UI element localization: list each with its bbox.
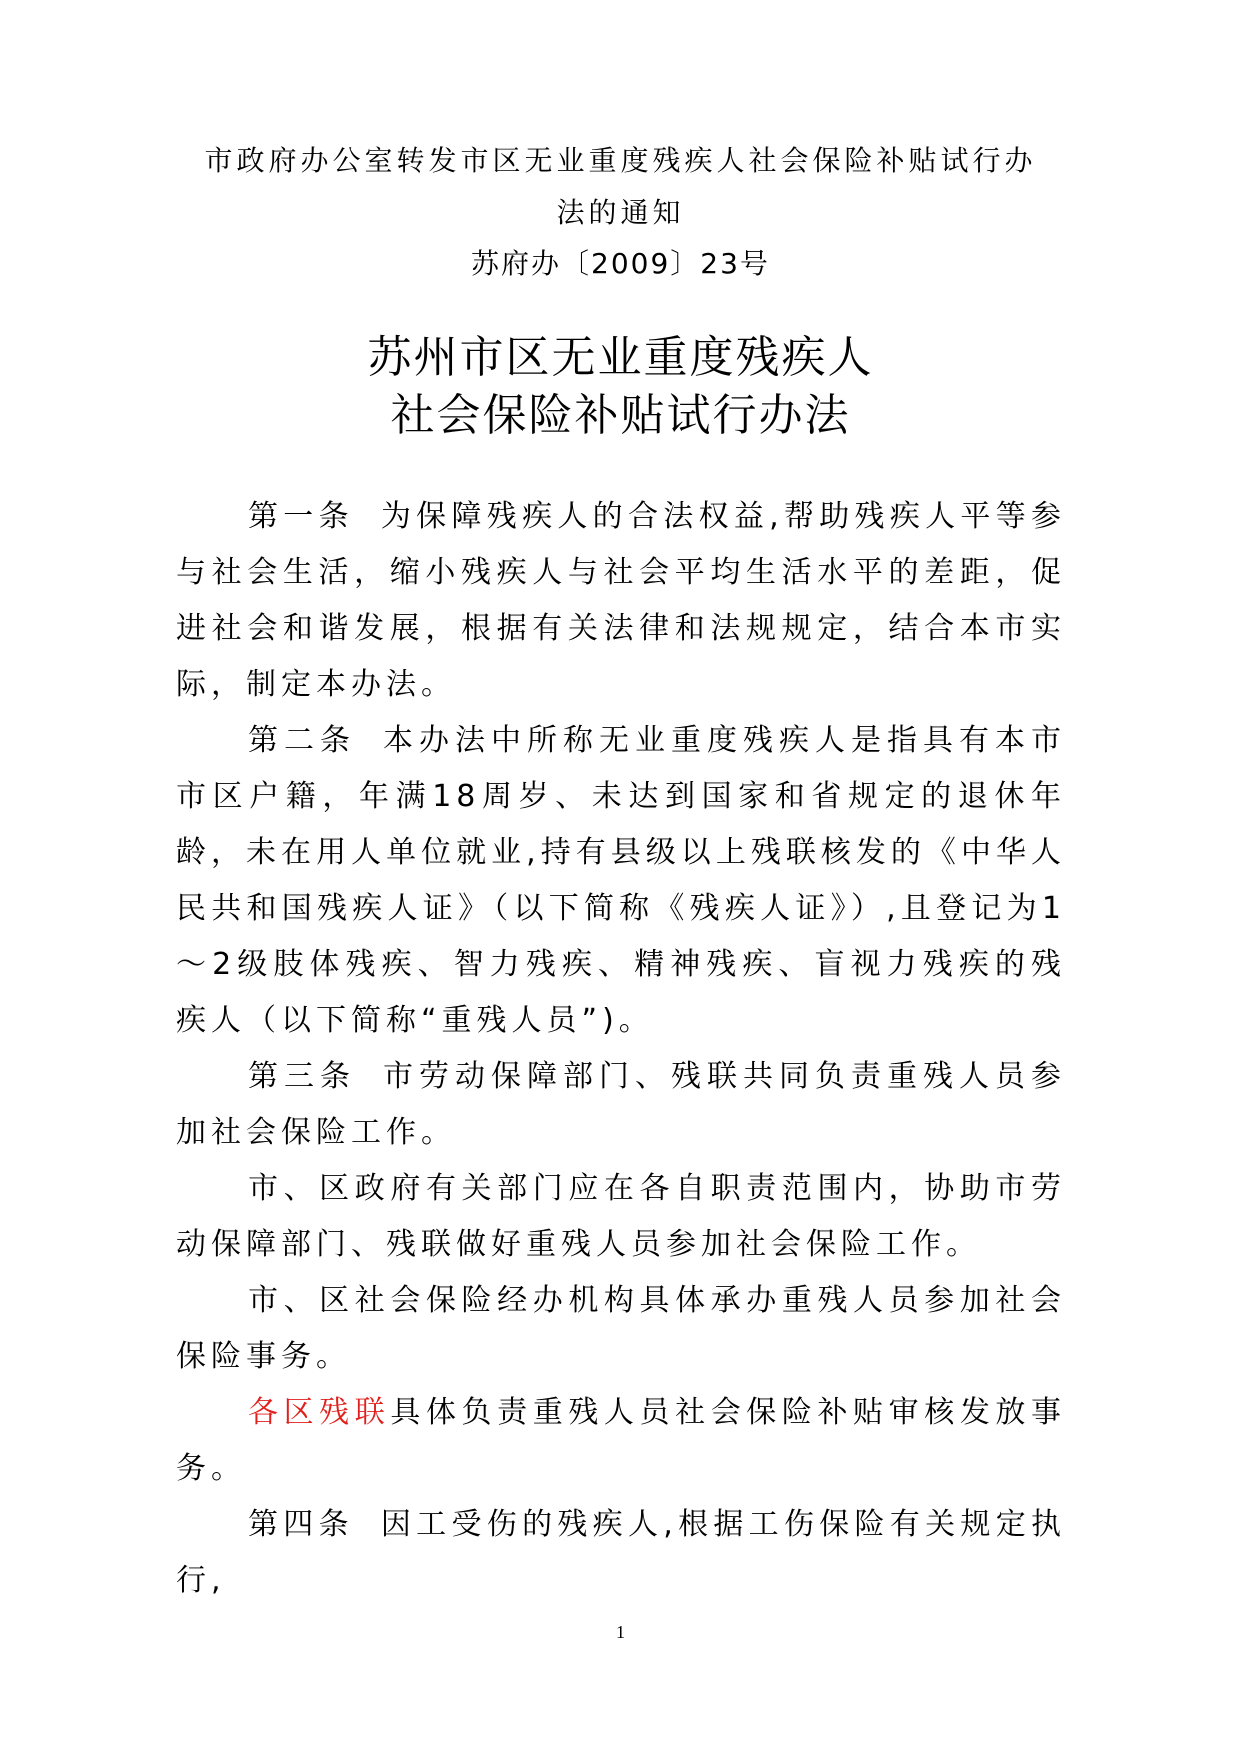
document-number: 苏府办〔2009〕23号 xyxy=(471,247,770,280)
notice-title-line-2: 法的通知 xyxy=(556,196,685,229)
article-3-label: 第三条 xyxy=(248,1059,356,1094)
article-1-paragraph xyxy=(176,489,1066,713)
article-3-paragraph-4-text: 具体负责重残人员社会保险补贴审核发放事务。 xyxy=(176,1395,1067,1486)
article-3-text: 市劳动保障部门、残联共同负责重残人员参加社会保险工作。 xyxy=(176,1059,1066,1150)
article-1-text: 为保障残疾人的合法权益,帮助残疾人平等参与社会生活，缩小残疾人与社会平均生活水平的差距，促进社会和谐发展，根据有关法律和法规规定，结合本市实际，制定本办法。 xyxy=(176,499,1066,702)
page-number: 1 xyxy=(616,1622,625,1642)
article-2-label: 第二条 xyxy=(248,723,356,758)
main-title-line-1: 苏州市区无业重度残疾人 xyxy=(367,332,874,383)
article-2-text: 本办法中所称无业重度残疾人是指具有本市市区户籍，年满18周岁、未达到国家和省规定的退休年龄，未在用人单位就业,持有县级以上残联核发的《中华人民共和国残疾人证》（以下简称《残疾人证》）,且登记为1～2级肢体残疾、智力残疾、精神残疾、盲视力残疾的残疾人（以下简称“重残人员”)。 xyxy=(176,723,1066,1038)
notice-title-line-1: 市政府办公室转发市区无业重度残疾人社会保险补贴试行办 xyxy=(204,144,1037,177)
highlighted-text: 各区残联 xyxy=(248,1395,391,1430)
article-1-label: 第一条 xyxy=(248,499,354,534)
document-body xyxy=(176,489,1066,1609)
main-title-line-2: 社会保险补贴试行办法 xyxy=(390,390,851,441)
article-3-paragraph-2: 市、区政府有关部门应在各自职责范围内，协助市劳动保障部门、残联做好重残人员参加社会保险工作。 xyxy=(176,1171,1066,1262)
article-3-paragraph-4 xyxy=(176,1385,1066,1497)
article-3-paragraph xyxy=(176,1049,1066,1161)
article-4-paragraph xyxy=(176,1497,1066,1609)
article-4-text: 因工受伤的残疾人,根据工伤保险有关规定执行, xyxy=(176,1507,1066,1598)
article-3-paragraph-3: 市、区社会保险经办机构具体承办重残人员参加社会保险事务。 xyxy=(176,1283,1066,1374)
article-4-label: 第四条 xyxy=(248,1507,354,1542)
article-2-paragraph xyxy=(176,713,1066,1049)
